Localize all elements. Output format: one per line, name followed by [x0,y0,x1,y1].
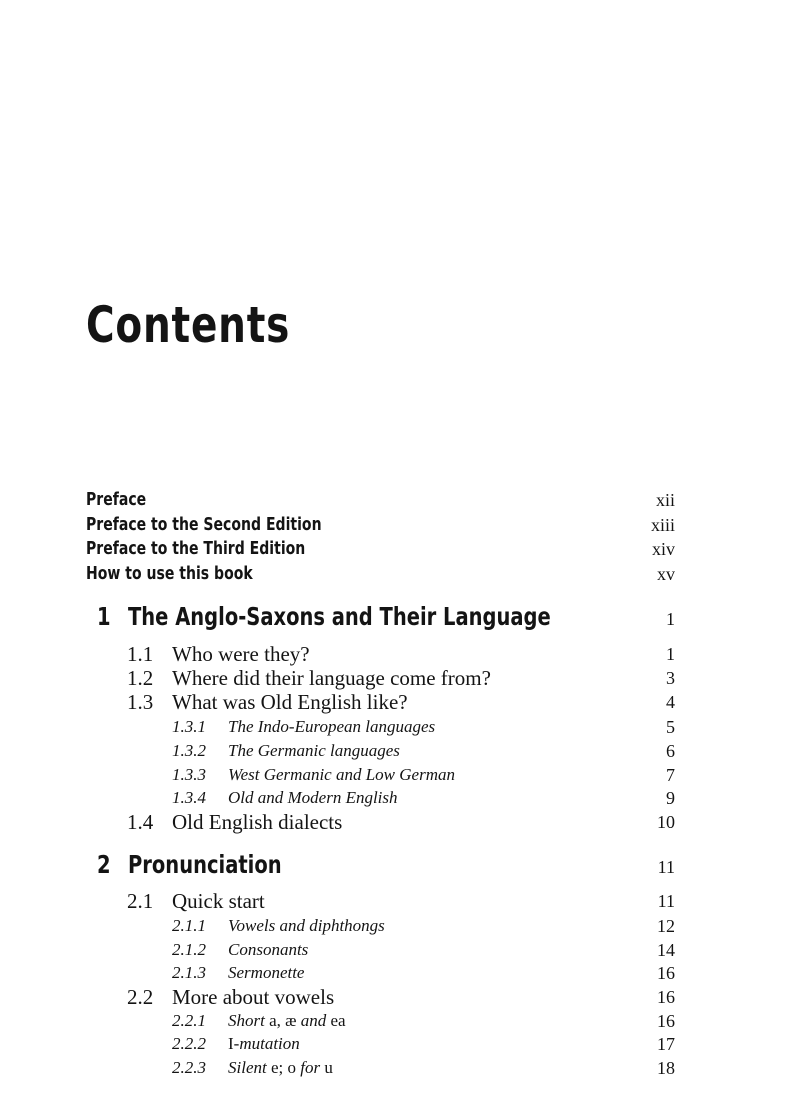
chapter-title: The Anglo-Saxons and Their Language [128,602,551,631]
subsection-title [228,938,308,962]
toc-section-1-3[interactable] [0,690,800,714]
toc-entry-preface[interactable] [0,488,800,512]
subsection-title-part: Consonants [228,940,309,959]
section-number: 2.1 [127,889,154,913]
subsection-title-part: Short [228,1011,270,1030]
subsection-title [228,1056,333,1080]
section-page: 16 [657,987,675,1007]
toc-section-2-1[interactable] [0,889,800,913]
subsection-page: 9 [666,788,675,808]
subsection-title-part: ea [330,1011,346,1030]
subsection-title [228,715,435,739]
section-page: 4 [666,692,675,712]
subsection-page: 14 [657,940,675,960]
subsection-title-part: for [296,1058,325,1077]
subsection-number: 1.3.4 [172,788,206,807]
subsection-title-part: Old and Modern English [228,788,398,807]
section-page: 11 [657,891,675,911]
subsection-page: 17 [657,1034,675,1054]
subsection-title-part: Sermonette [228,963,305,982]
subsection-number: 2.2.2 [172,1034,206,1053]
subsection-page: 7 [666,765,675,785]
subsection-title-part: West Germanic and Low German [228,765,455,784]
chapter-page: 11 [657,857,675,877]
toc-subsection-2-1-3[interactable] [0,961,800,985]
subsection-page: 16 [657,1011,675,1031]
subsection-title-part: e; o [270,1058,296,1077]
section-number: 1.3 [127,690,154,714]
subsection-title-part: u [324,1058,333,1077]
subsection-number: 2.1.2 [172,940,206,959]
subsection-title [228,786,398,810]
toc-subsection-2-2-2[interactable] [0,1032,800,1056]
toc-section-1-2[interactable] [0,666,800,690]
subsection-number: 2.2.3 [172,1058,206,1077]
section-title: Who were they? [172,642,310,666]
toc-entry-how-to-use[interactable] [0,562,800,586]
subsection-title-part: and [296,1011,331,1030]
subsection-title-part: Silent [228,1058,271,1077]
chapter-title: Pronunciation [128,850,282,879]
subsection-page: 18 [657,1058,675,1078]
subsection-title-part: a, æ [269,1011,297,1030]
section-number: 1.2 [127,666,154,690]
chapter-number: 2 [97,850,111,879]
page-title: Contents [86,296,291,354]
section-number: 1.4 [127,810,154,834]
section-page: 3 [666,668,675,688]
toc-subsection-2-2-3[interactable] [0,1056,800,1080]
subsection-number: 1.3.1 [172,717,206,736]
chapter-number: 1 [97,602,111,631]
subsection-number: 2.1.3 [172,963,206,982]
subsection-title [228,961,304,985]
subsection-page: 6 [666,741,675,761]
toc-entry-page: xiii [650,515,675,535]
toc-subsection-2-1-1[interactable] [0,914,800,938]
subsection-page: 5 [666,717,675,737]
subsection-number: 1.3.2 [172,741,206,760]
subsection-title [228,739,400,763]
section-page: 10 [657,812,675,832]
toc-section-2-2[interactable] [0,985,800,1009]
chapter-page: 1 [666,609,675,629]
subsection-page: 16 [657,963,675,983]
toc-entry-page: xii [655,490,675,510]
section-title: Where did their language come from? [172,666,491,690]
subsection-title-part: Vowels and diphthongs [228,916,385,935]
toc-subsection-1-3-2[interactable] [0,739,800,763]
toc-entry-page: xv [657,564,675,584]
subsection-number: 2.1.1 [172,916,206,935]
toc-entry-preface-second-edition[interactable] [0,513,800,537]
subsection-title-part: -mutation [233,1034,300,1053]
section-title: Quick start [172,889,265,913]
toc-entry-label: Preface to the Second Edition [86,514,322,535]
toc-entry-label: Preface [86,489,147,510]
subsection-number: 2.2.1 [172,1011,206,1030]
subsection-title [228,763,455,787]
section-title: Old English dialects [172,810,343,834]
subsection-title [228,914,385,938]
toc-section-1-4[interactable] [0,810,800,834]
section-number: 1.1 [127,642,154,666]
section-page: 1 [666,644,675,664]
toc-subsection-1-3-1[interactable] [0,715,800,739]
toc-subsection-1-3-3[interactable] [0,763,800,787]
toc-section-1-1[interactable] [0,642,800,666]
subsection-title [228,1009,346,1033]
subsection-number: 1.3.3 [172,765,206,784]
toc-chapter-1[interactable] [0,601,800,635]
section-title: More about vowels [172,985,335,1009]
toc-entry-label: How to use this book [86,563,253,584]
toc-entry-label: Preface to the Third Edition [86,538,306,559]
toc-subsection-2-2-1[interactable] [0,1009,800,1033]
subsection-title-part: The Indo-European languages [228,717,436,736]
subsection-title-part: The Germanic languages [228,741,400,760]
toc-chapter-2[interactable] [0,849,800,883]
section-number: 2.2 [127,985,154,1009]
toc-subsection-1-3-4[interactable] [0,786,800,810]
toc-entry-page: xiv [651,539,675,559]
toc-subsection-2-1-2[interactable] [0,938,800,962]
subsection-page: 12 [657,916,675,936]
toc-entry-preface-third-edition[interactable] [0,537,800,561]
subsection-title [228,1032,300,1056]
section-title: What was Old English like? [172,690,408,714]
subsection-title-part: I [228,1034,234,1053]
